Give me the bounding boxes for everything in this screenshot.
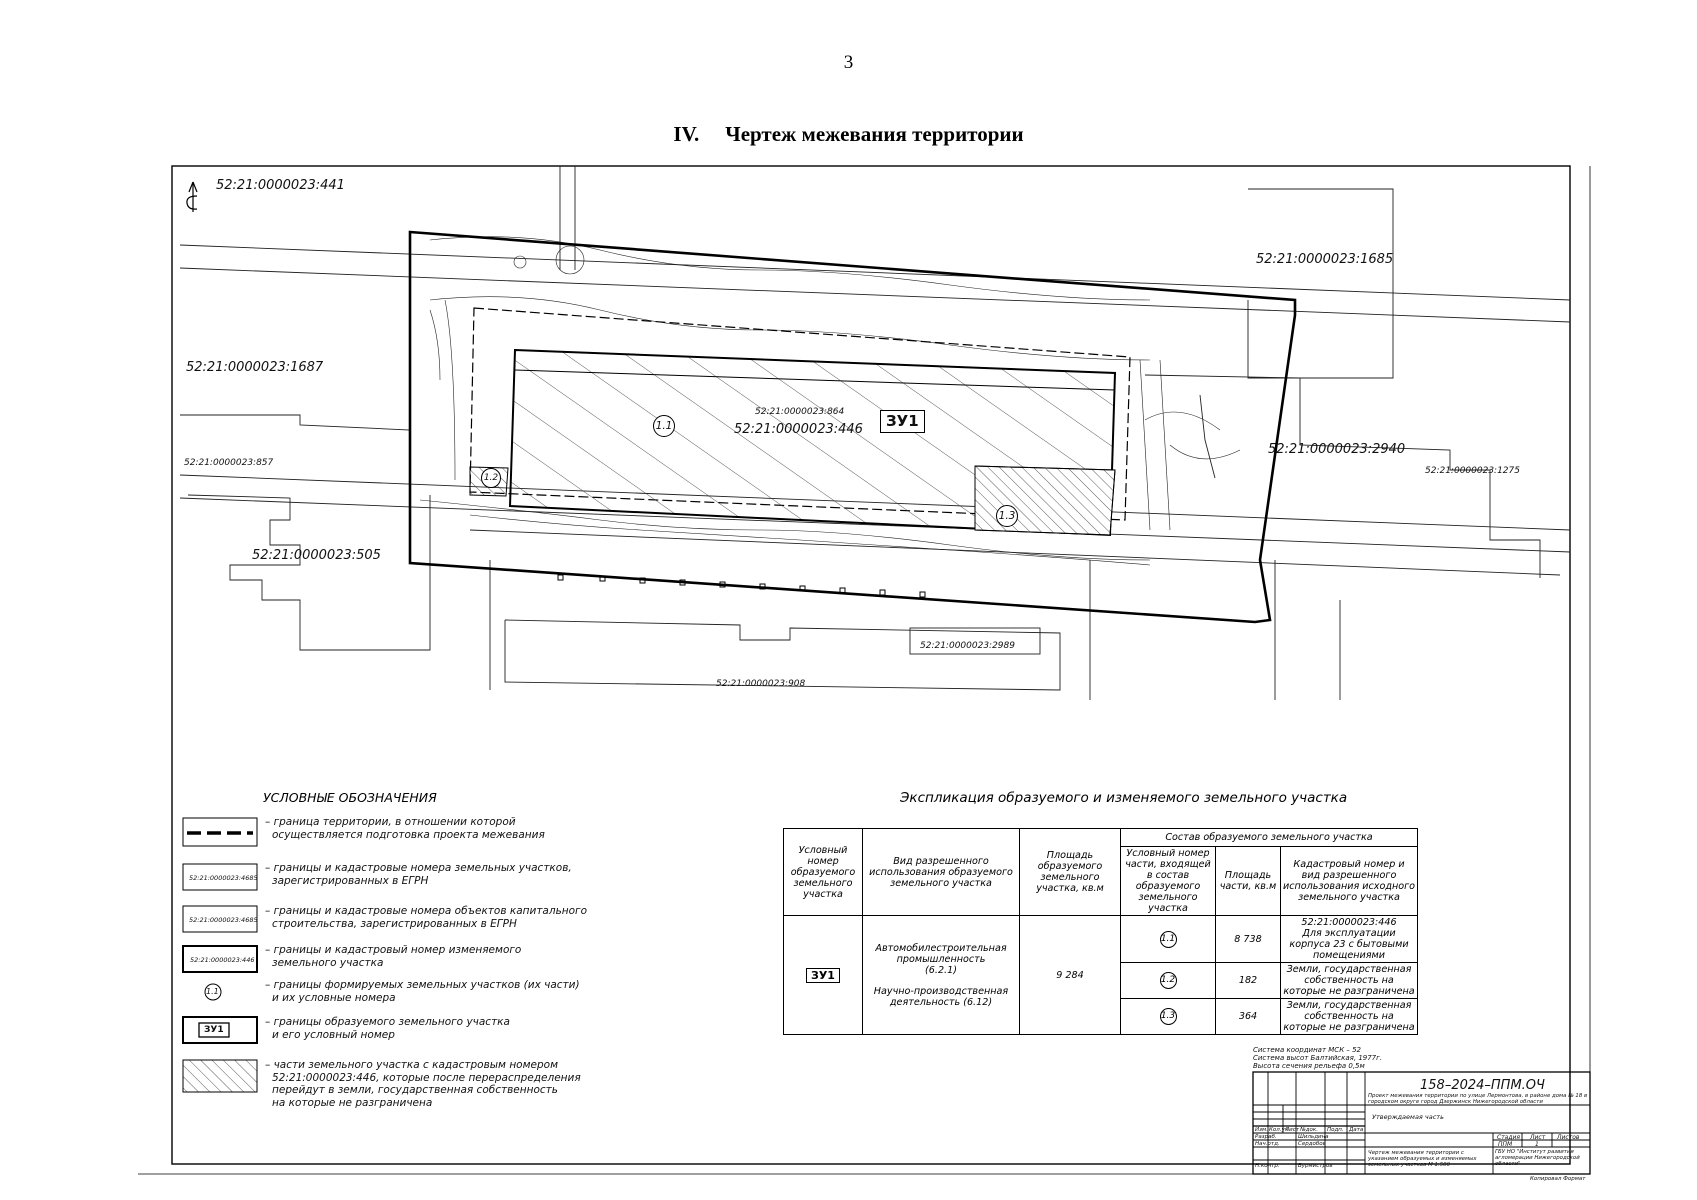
header-zu-number: Условный номер образуемого земельного участка: [784, 829, 863, 916]
stamp-sheet: 1: [1535, 1141, 1539, 1148]
parcel-label-1685: 52:21:0000023:1685: [1256, 252, 1394, 267]
legend-sample-6: ЗУ1: [204, 1025, 224, 1035]
parcel-label-908: 52:21:0000023:908: [716, 679, 806, 689]
cell-use: Автомобилестроительная промышленность (6.2.1) Научно-производственная деятельность (6.12): [863, 916, 1020, 1035]
legend-item-3: – границы и кадастровые номера объектов капитального строительства, зарегистрированных в ЕГРН: [265, 905, 587, 930]
parcel-label-505: 52:21:0000023:505: [252, 548, 381, 563]
stamp-sheet-header: Лист: [1530, 1134, 1546, 1141]
heading-title: Чертеж межевания территории: [725, 122, 1024, 146]
cell-part: 1.3: [1121, 999, 1216, 1035]
stamp-role-doc: №док.: [1300, 1127, 1318, 1133]
part-1-1-plan-label: 1.1: [653, 415, 675, 437]
legend-sample-5: 1.1: [206, 987, 219, 996]
cell-area: 9 284: [1020, 916, 1121, 1035]
stamp-format: Копировал Формат: [1530, 1176, 1586, 1182]
stamp-stage: ППМ: [1498, 1141, 1513, 1148]
stamp-code: 158–2024–ППМ.ОЧ: [1420, 1078, 1545, 1093]
coord-system: Система координат МСК – 52: [1253, 1046, 1362, 1054]
stamp-role-list: Лист: [1285, 1127, 1299, 1133]
stamp-sheet-title: Чертеж межевания территории с указанием образуемых и изменяемых земельных участков М 1:500: [1368, 1150, 1477, 1168]
explication-table: [783, 828, 1418, 1035]
cell-part-area: 8 738: [1216, 916, 1281, 963]
legend-title: УСЛОВНЫЕ ОБОЗНАЧЕНИЯ: [263, 790, 437, 805]
cell-source: Земли, государственная собственность на которые не разграничена: [1281, 963, 1418, 999]
header-use: Вид разрешенного использования образуемого земельного участка: [863, 829, 1020, 916]
legend-item-7: – части земельного участка с кадастровым номером 52:21:0000023:446, которые после перераспределения перейдут в земли, государственная собственность на которые не разграничена: [265, 1059, 581, 1109]
table-header-row: [784, 829, 1418, 847]
part-1-2-plan-label: 1.2: [481, 468, 501, 488]
stamp-chief-role: Нач.отд.: [1255, 1141, 1280, 1147]
page-number: 3: [843, 52, 854, 73]
explication-title: Экспликация образуемого и изменяемого земельного участка: [900, 790, 1348, 806]
parcel-label-1275: 52:21:0000023:1275: [1425, 466, 1520, 476]
cell-part-area: 182: [1216, 963, 1281, 999]
stamp-part: Утверждаемая часть: [1372, 1113, 1444, 1121]
stamp-sheets-header: Листов: [1557, 1134, 1580, 1141]
legend-sample-4: 52:21:0000023:446: [190, 956, 255, 964]
cell-part: 1.1: [1121, 916, 1216, 963]
parcel-label-2940: 52:21:0000023:2940: [1268, 442, 1406, 457]
cell-part-area: 364: [1216, 999, 1281, 1035]
stamp-role-sign: Подп.: [1327, 1127, 1344, 1133]
part-1-3-plan-label: 1.3: [996, 505, 1018, 527]
stamp-control-role: Н.контр.: [1255, 1163, 1280, 1169]
stamp-project: Проект межевания территории по улице Лермонтова, в районе дома № 18 в городском округе город Дзержинск Нижегородской области: [1368, 1093, 1588, 1105]
stamp-role-date: Дата: [1349, 1127, 1364, 1133]
stamp-dev-name: Шильдина: [1298, 1134, 1329, 1140]
header-composition: Состав образуемого земельного участка: [1121, 829, 1418, 847]
header-area: Площадь образуемого земельного участка, кв.м: [1020, 829, 1121, 916]
contour-interval: Высота сечения рельефа 0,5м: [1253, 1062, 1365, 1070]
legend-item-2: – границы и кадастровые номера земельных участков, зарегистрированных в ЕГРН: [265, 862, 572, 887]
cell-source: Земли, государственная собственность на которые не разграничена: [1281, 999, 1418, 1035]
stamp-role-izm: Изм.: [1255, 1127, 1268, 1133]
legend-sample-3: 52:21:0000023:4685: [189, 916, 258, 924]
parcel-label-441: 52:21:0000023:441: [216, 178, 345, 193]
height-system: Система высот Балтийская, 1977г.: [1253, 1054, 1383, 1062]
legend-item-1: – граница территории, в отношении которой осуществляется подготовка проекта межевания: [265, 816, 545, 841]
parcel-label-1687: 52:21:0000023:1687: [186, 360, 324, 375]
cell-zu: ЗУ1: [784, 916, 863, 1035]
parcel-446: [470, 350, 1115, 535]
header-part-number: Условный номер части, входящей в состав образуемого земельного участка: [1121, 847, 1216, 916]
heading-roman: IV.: [673, 122, 700, 146]
stamp-chief-name: Сердобов: [1298, 1141, 1326, 1147]
header-source: Кадастровый номер и вид разрешенного использования исходного земельного участка: [1281, 847, 1418, 916]
stamp-control-name: Бурмистров: [1298, 1163, 1333, 1169]
parcel-label-446: 52:21:0000023:446: [734, 422, 863, 437]
legend-item-4: – границы и кадастровый номер изменяемого земельного участка: [265, 944, 522, 969]
legend-item-5: – границы формируемых земельных участков (их части) и их условные номера: [265, 979, 580, 1004]
zu1-plan-label: ЗУ1: [880, 410, 925, 433]
cell-part: 1.2: [1121, 963, 1216, 999]
parcel-label-857: 52:21:0000023:857: [184, 458, 274, 468]
stamp-dev-role: Разраб.: [1255, 1134, 1277, 1140]
coordinates-note: [1253, 1046, 1382, 1070]
stamp-role-koluch: Кол.уч: [1269, 1127, 1289, 1133]
parcel-label-2989: 52:21:0000023:2989: [920, 641, 1015, 651]
table-row: [784, 916, 1418, 963]
north-arrow-icon: [187, 182, 197, 212]
parcel-label-864: 52:21:0000023:864: [755, 407, 845, 417]
header-part-area: Площадь части, кв.м: [1216, 847, 1281, 916]
stamp-stage-header: Стадия: [1497, 1134, 1521, 1141]
cell-source: 52:21:0000023:446 Для эксплуатации корпуса 23 с бытовыми помещениями: [1281, 916, 1418, 963]
legend-item-6: – границы образуемого земельного участка и его условный номер: [265, 1016, 510, 1041]
stamp-org: ГБУ НО "Институт развития агломерации Нижегородской области": [1495, 1149, 1580, 1167]
legend-sample-2: 52:21:0000023:4685: [189, 874, 258, 882]
